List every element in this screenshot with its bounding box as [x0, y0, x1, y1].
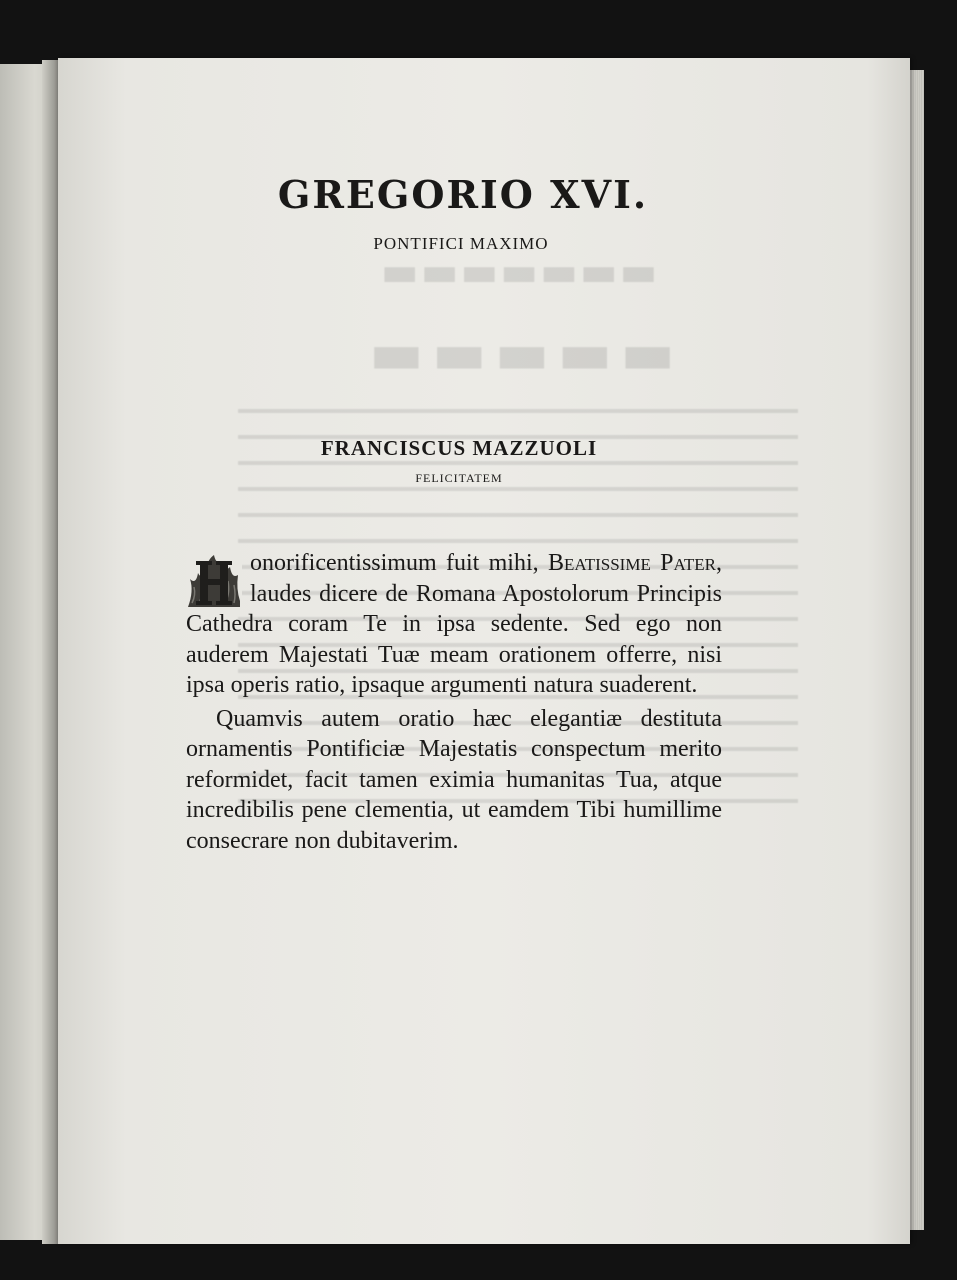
paragraph-1: [186, 548, 722, 701]
paragraph-1-smallcaps: Beatissime Pater: [547, 550, 717, 576]
paragraph-1-rest: , laudes dicere de Romana Apostolorum Principis Cathedra coram Te in ipsa sedente. Sed ego non auderem Majestati Tuæ meam orationem offerre, nisi ipsa operis ratio, ipsaque argumenti natura suaderent.: [186, 550, 723, 698]
paragraph-2: Quamvis autem oratio hæc elegantiæ destituta ornamentis Pontificiæ Majestatis conspectum merito reformidet, facit tamen eximia humanitas Tua, atque incredibilis pene clementia, ut eamdem Tibi humillime consecrare non dubitaverim.: [186, 705, 722, 854]
body-text: [186, 548, 722, 856]
page-title: GREGORIO XVI.: [277, 172, 649, 217]
show-through-text: ▬▬▬▬▬▬▬ ▬▬▬▬▬: [238, 248, 798, 1088]
page-content: [186, 172, 723, 856]
paragraph-1-start: onorificentissimum fuit mihi,: [250, 550, 548, 576]
author-name: FRANCISCUS MAZZUOLI: [320, 436, 598, 460]
ornamental-drop-cap-icon: [186, 551, 242, 609]
greeting: FELICITATEM: [415, 471, 503, 485]
page-subtitle: PONTIFICI MAXIMO: [373, 234, 549, 253]
